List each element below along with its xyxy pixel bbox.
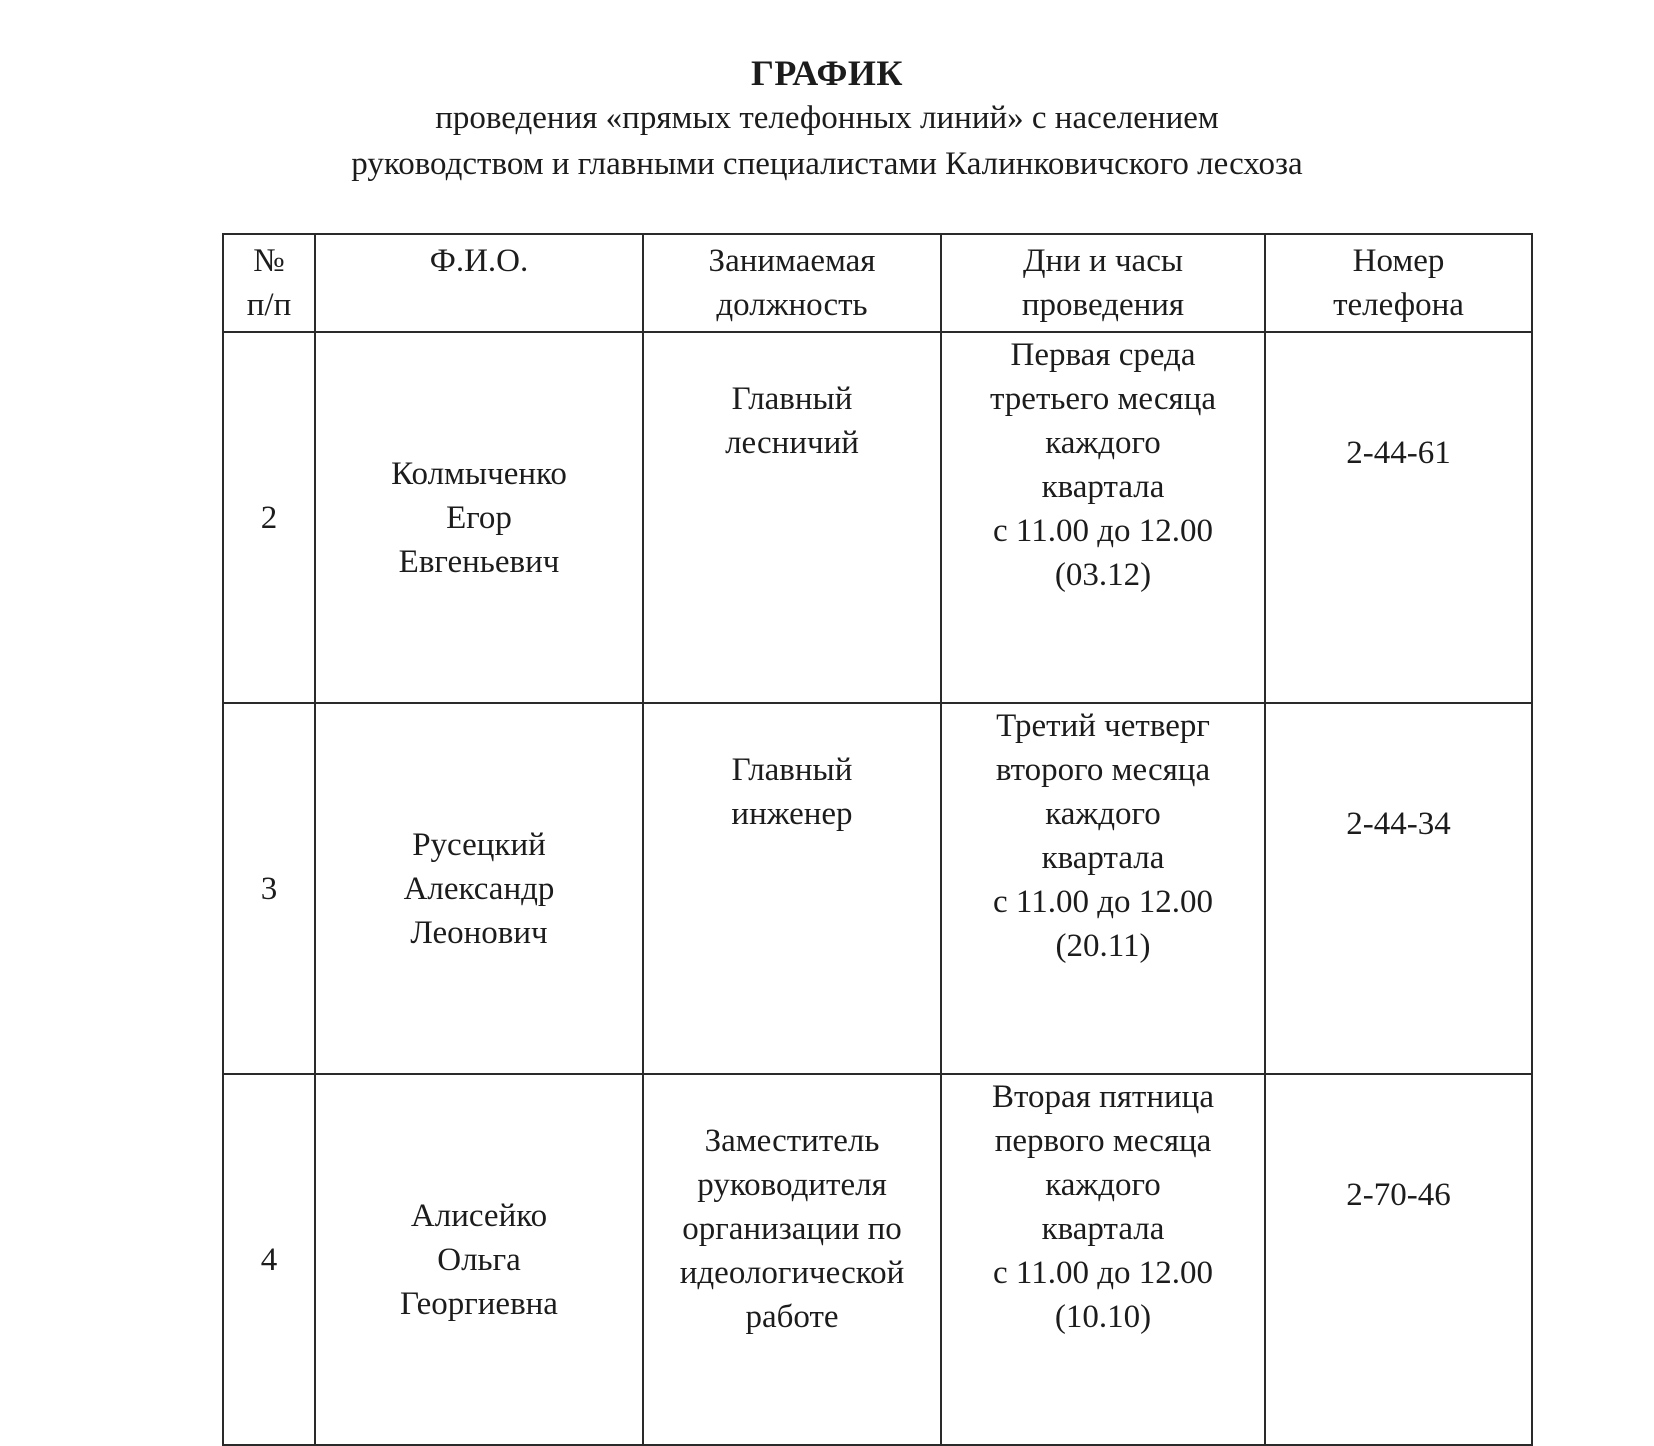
employee-position: Заместитель руководителя организации по идеологической работе [679, 1123, 905, 1335]
header-number [223, 234, 315, 332]
header-name-label: Ф.И.О. [429, 243, 529, 279]
table-header-row [223, 234, 1532, 332]
header-phone [1265, 234, 1532, 332]
hotline-schedule: Первая среда третьего месяца каждого квартала с 11.00 до 12.00 (03.12) [989, 337, 1217, 593]
hotline-schedule: Вторая пятница первого месяца каждого квартала с 11.00 до 12.00 (10.10) [992, 1079, 1214, 1335]
cell-phone [1265, 1074, 1532, 1445]
cell-position [643, 703, 941, 1074]
phone-number: 2-44-61 [1346, 435, 1451, 471]
header-position [643, 234, 941, 332]
header-position-label: Занимаемая должность [708, 243, 876, 323]
cell-position [643, 1074, 941, 1445]
cell-position [643, 332, 941, 703]
cell-phone [1265, 332, 1532, 703]
employee-position: Главный лесничий [725, 381, 859, 461]
document-title: ГРАФИК [750, 53, 904, 93]
table-row [223, 1074, 1532, 1445]
phone-number: 2-44-34 [1346, 806, 1451, 842]
cell-name [315, 703, 643, 1074]
cell-phone [1265, 703, 1532, 1074]
header-schedule-label: Дни и часы проведения [1021, 243, 1185, 323]
cell-number [223, 1074, 315, 1445]
cell-schedule [941, 1074, 1265, 1445]
table-row [223, 332, 1532, 703]
table-row [223, 703, 1532, 1074]
employee-name: Алисейко Ольга Георгиевна [400, 1197, 558, 1322]
header-phone-label: Номер телефона [1333, 243, 1464, 323]
schedule-table [222, 233, 1533, 1446]
phone-number: 2-70-46 [1346, 1177, 1451, 1213]
employee-position: Главный инженер [731, 752, 853, 832]
cell-name [315, 332, 643, 703]
cell-schedule [941, 703, 1265, 1074]
document-subtitle-line-1: проведения «прямых телефонных линий» с населением [435, 100, 1219, 136]
row-number: 3 [260, 870, 278, 907]
row-number: 4 [260, 1241, 278, 1278]
employee-name: Колмыченко Егор Евгеньевич [391, 455, 567, 580]
document-subtitle-line-2: руководством и главными специалистами Калинковичского лесхоза [351, 146, 1303, 182]
header-number-label: № п/п [246, 243, 292, 323]
cell-name [315, 1074, 643, 1445]
hotline-schedule: Третий четверг второго месяца каждого квартала с 11.00 до 12.00 (20.11) [993, 708, 1213, 964]
header-schedule [941, 234, 1265, 332]
row-number: 2 [260, 499, 278, 536]
cell-number [223, 703, 315, 1074]
employee-name: Русецкий Александр Леонович [403, 826, 555, 951]
header-name [315, 234, 643, 332]
cell-number [223, 332, 315, 703]
cell-schedule [941, 332, 1265, 703]
